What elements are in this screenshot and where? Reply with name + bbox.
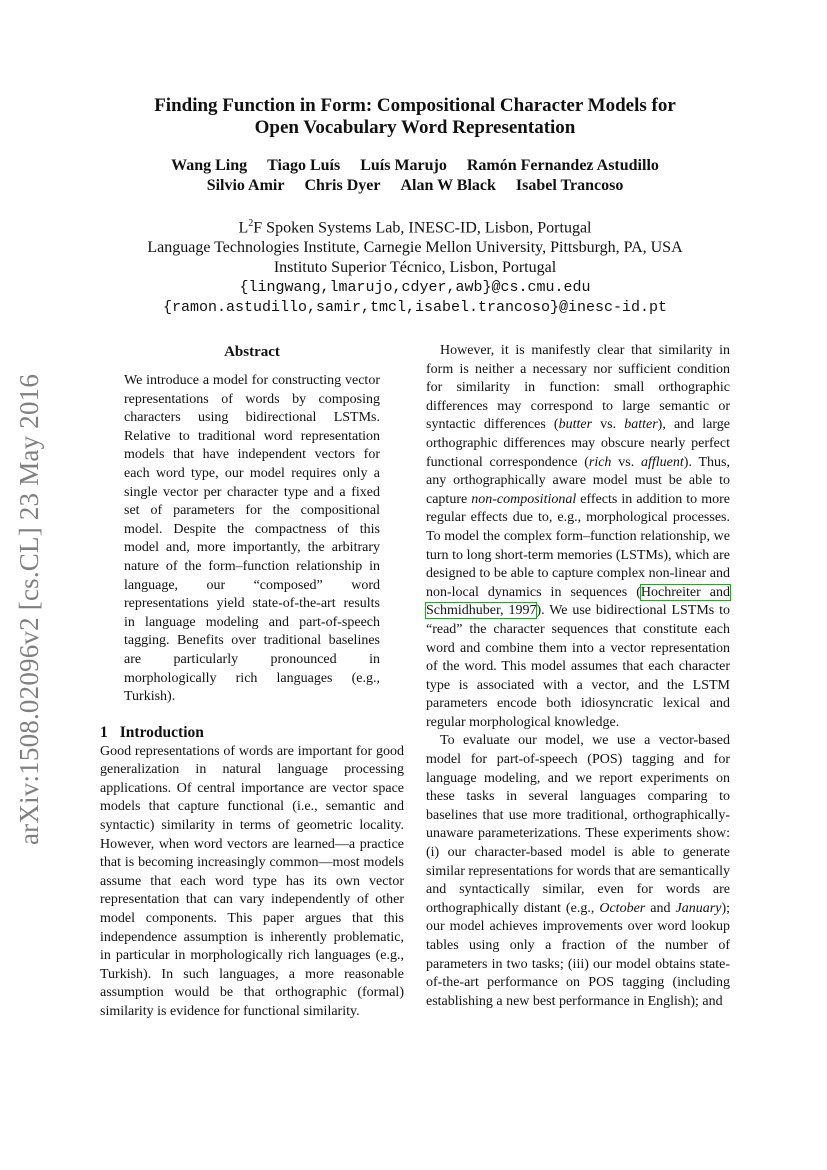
- affiliation-l2f: [100, 214, 730, 238]
- text-run: ). Thus, any orthographically aware model must be able to capture: [426, 454, 730, 507]
- text-run: vs.: [592, 417, 625, 433]
- paper-title: [100, 95, 730, 139]
- affiliation-superscript: 2: [248, 218, 254, 229]
- author: Luís Marujo: [360, 157, 447, 174]
- text-run: However, it is manifestly clear that similarity in form is neither a necessary nor sufficient condition for similarity in function: small orthographic differences may correspond to large semantic or syntactic differences (: [426, 343, 730, 433]
- author: Ramón Fernandez Astudillo: [466, 157, 659, 174]
- author: Tiago Luís: [267, 157, 341, 174]
- intro-paragraph-1: Good representations of words are important for good generalization in natural language processing applications. Of central importance are vector space models that capture functional (i.e., semantic and syntactic) similarity in terms of geometric locality. However, when word vectors are learned—a practice that is becoming increasingly common—most models assume that each word type has its own vector representation that can vary independently of other model components. This paper argues that this independence assumption is inherently problematic, in particular in morphologically rich languages (e.g., Turkish). In such languages, a more reasonable assumption would be that orthographic (formal) similarity is evidence for functional similarity.: [100, 743, 404, 1019]
- affiliations: [100, 214, 730, 318]
- affiliation-prefix: L: [238, 219, 249, 237]
- title-line-1: Finding Function in Form: Compositional Character Models for: [154, 95, 676, 116]
- intro-paragraph-3: [426, 732, 730, 1011]
- left-column: [100, 342, 404, 1022]
- text-run: and: [645, 900, 676, 916]
- email-inesc: {ramon.astudillo,samir,tmcl,isabel.trancoso}@inesc-id.pt: [162, 299, 668, 317]
- text-run: ); our model achieves improvements over word lookup tables using only a fraction of the number of parameters in two tasks; (iii) our model obtains state-of-the-art performance on POS tagging (including establishing a new best performance in English); and: [426, 900, 730, 1009]
- author: Chris Dyer: [304, 177, 381, 194]
- text-run: To evaluate our model, we use a vector-based model for part-of-speech (POS) tagging and for language modeling, and we report experiments on these tasks in several languages comparing to baselines that use more traditional, orthographically-unaware parameterizations. These experiments show: (i) our character-based model is able to generate similar representations for words that are semantically and syntactically similar, even for words are orthographically distant (e.g.,: [426, 733, 731, 916]
- author: Wang Ling: [171, 157, 248, 174]
- example-word: October: [599, 900, 646, 916]
- text-run: effects in addition to more regular effects due to, e.g., morphological processes. To model the complex form–function relationship, we turn to long short-term memories (LSTMs), which are designed to be able to capture complex non-linear and non-local dynamics in sequences (: [426, 491, 730, 600]
- example-word: affluent: [641, 454, 684, 470]
- section-heading-introduction: [100, 723, 404, 743]
- author-row-2: [100, 176, 730, 196]
- affiliation-rest: F Spoken Systems Lab, INESC-ID, Lisbon, Portugal: [253, 219, 592, 237]
- citation-link[interactable]: Hochreiter and Schmidhuber, 1997: [426, 584, 730, 619]
- example-word: rich: [588, 454, 612, 470]
- affiliation-ist: Instituto Superior Técnico, Lisbon, Portugal: [273, 259, 557, 277]
- author-row-1: [100, 156, 730, 176]
- example-word: butter: [558, 417, 593, 433]
- author: Alan W Black: [400, 177, 496, 194]
- abstract-text: We introduce a model for constructing vector representations of words by composing characters using bidirectional LSTMs. Relative to traditional word representation models that have independent vectors for each word type, our model requires only a single vector per character type and a fixed set of parameters for the compositional model. Despite the compactness of this model and, more importantly, the arbitrary nature of the form–function relationship in language, our “composed” word representations yield state-of-the-art results in language modeling and part-of-speech tagging. Benefits over traditional baselines are particularly pronounced in morphologically rich languages (e.g., Turkish).: [124, 373, 380, 705]
- email-cmu: {lingwang,lmarujo,cdyer,awb}@cs.cmu.edu: [239, 279, 591, 297]
- example-word: January: [675, 900, 722, 916]
- section-number: 1: [100, 723, 108, 741]
- emphasis-term: non-compositional: [471, 491, 577, 507]
- author: Isabel Trancoso: [515, 177, 624, 194]
- text-run: vs.: [611, 454, 641, 470]
- title-line-2: Open Vocabulary Word Representation: [254, 117, 576, 138]
- text-run: ). We use bidirectional LSTMs to “read” the character sequences that constitute each word and combine them into a vector representation of the word. This model assumes that each character type is associated with a vector, and the LSTM parameters encode both idiosyncratic lexical and regular morphological knowledge.: [426, 603, 730, 730]
- abstract-heading: Abstract: [224, 344, 280, 360]
- arxiv-stamp: arXiv:1508.02096v2 [cs.CL] 23 May 2016: [14, 373, 44, 845]
- affiliation-cmu: Language Technologies Institute, Carnegie Mellon University, Pittsburgh, PA, USA: [147, 239, 683, 257]
- author: Silvio Amir: [206, 177, 285, 194]
- right-column: [426, 342, 730, 1011]
- intro-paragraph-2: [426, 342, 730, 732]
- text-run: ), and large orthographic differences may obscure nearly perfect functional correspondence (: [426, 417, 730, 470]
- section-title: Introduction: [119, 723, 204, 741]
- author-list: [100, 156, 730, 196]
- example-word: batter: [624, 417, 658, 433]
